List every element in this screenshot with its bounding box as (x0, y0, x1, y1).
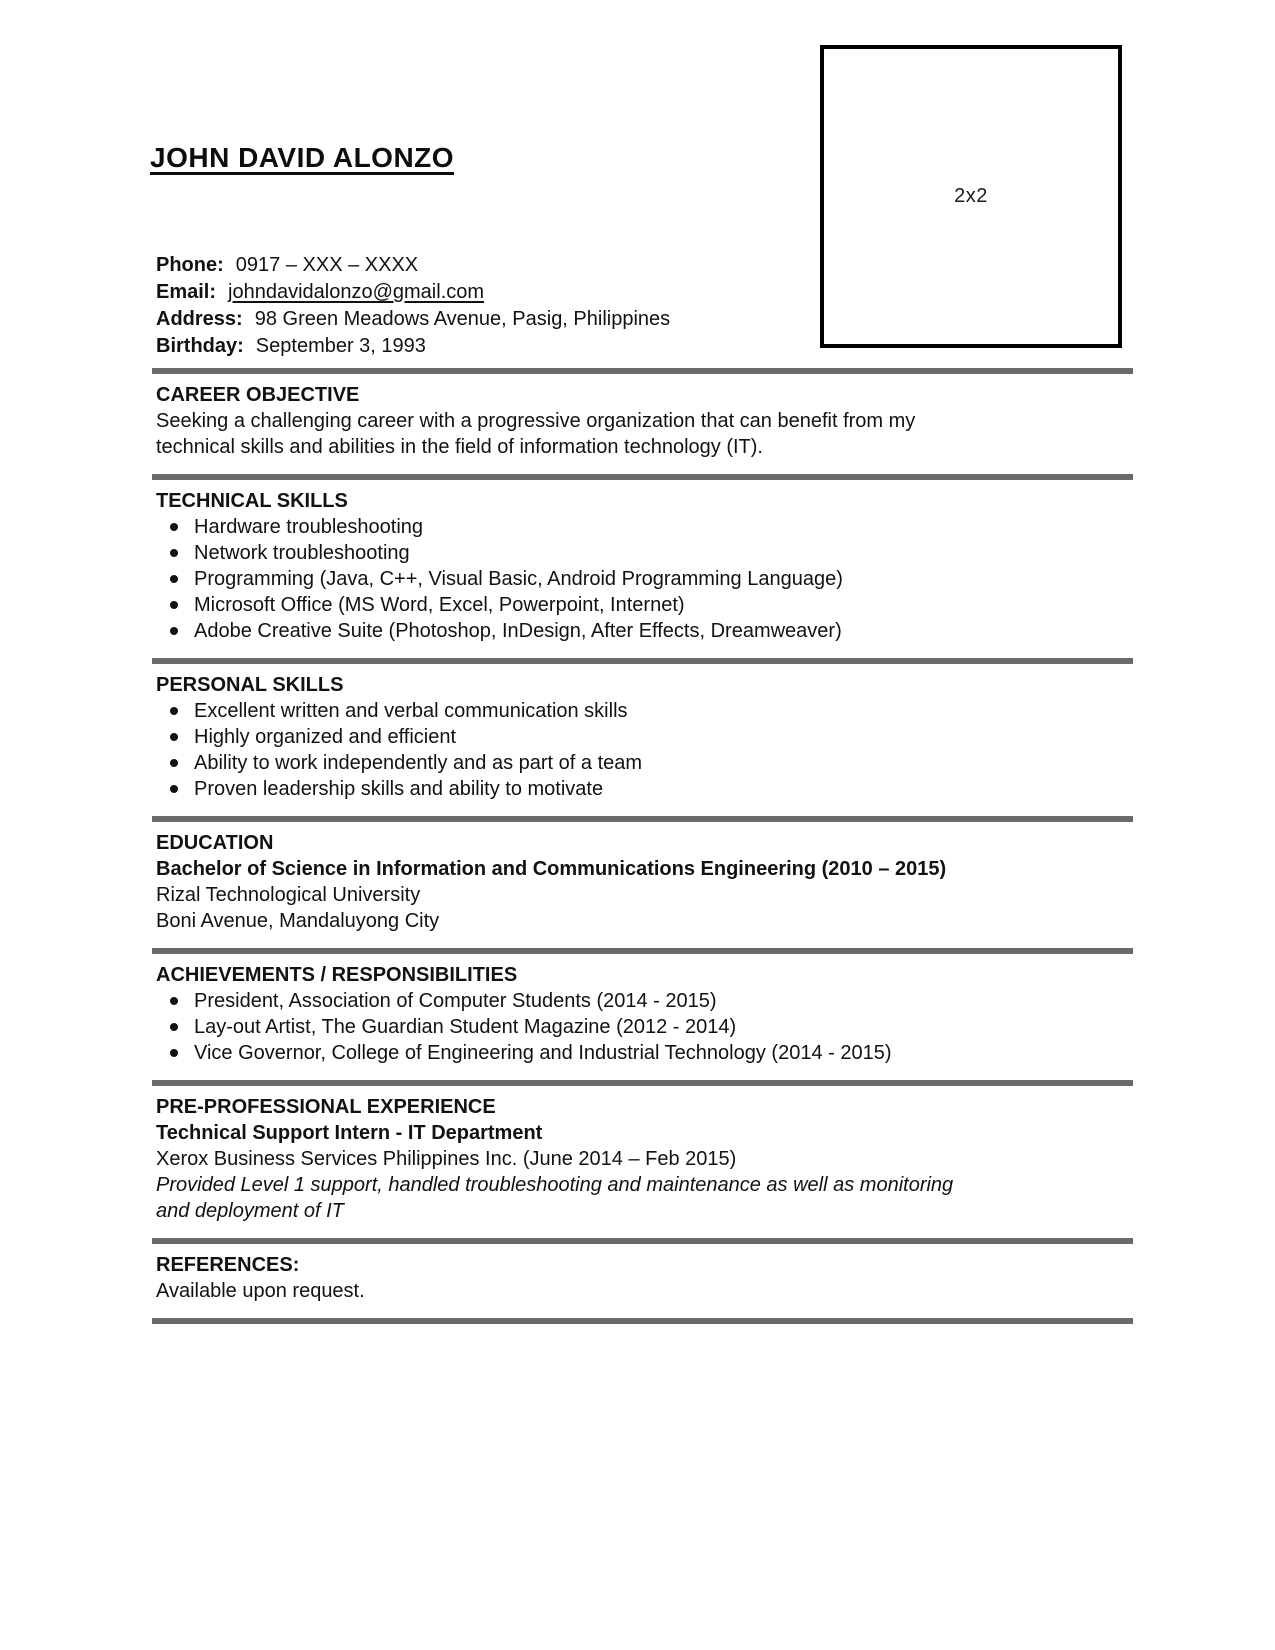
photo-placeholder-label: 2x2 (954, 185, 988, 207)
education-degree: Bachelor of Science in Information and Communications Engineering (2010 – 2015) (156, 858, 947, 880)
birthday-label: Birthday: (156, 335, 244, 357)
list-item-text: Adobe Creative Suite (Photoshop, InDesign, After Effects, Dreamweaver) (194, 620, 842, 642)
section-experience (152, 1094, 1133, 1224)
section-divider (152, 948, 1133, 954)
section-personal-skills (152, 672, 1133, 802)
bullet-icon (170, 549, 178, 557)
references-note: Available upon request. (156, 1280, 365, 1302)
list-item (156, 1014, 1133, 1040)
email-link[interactable]: johndavidalonzo@gmail.com (228, 281, 485, 303)
resume-name-heading: JOHN DAVID ALONZO (150, 142, 455, 173)
contact-phone-line (156, 252, 670, 279)
section-divider (152, 368, 1133, 374)
contact-email-line (156, 279, 670, 306)
photo-placeholder-box (820, 45, 1122, 348)
bullet-icon (170, 733, 178, 741)
list-item-text: Programming (Java, C++, Visual Basic, Android Programming Language) (194, 568, 843, 590)
list-item-text: Ability to work independently and as part of a team (194, 752, 643, 774)
experience-summary-line: Provided Level 1 support, handled troubleshooting and maintenance as well as monitoring (156, 1174, 954, 1196)
list-item-text: Highly organized and efficient (194, 726, 457, 748)
sections-container (152, 368, 1133, 1324)
section-heading: CAREER OBJECTIVE (156, 384, 360, 406)
bullet-icon (170, 601, 178, 609)
list-item-text: President, Association of Computer Students (2014 - 2015) (194, 990, 717, 1012)
list-item-text: Vice Governor, College of Engineering and Industrial Technology (2014 - 2015) (194, 1042, 892, 1064)
section-heading: REFERENCES: (156, 1254, 300, 1276)
list-item (156, 988, 1133, 1014)
experience-company: Xerox Business Services Philippines Inc. (June 2014 – Feb 2015) (156, 1148, 737, 1170)
experience-role: Technical Support Intern - IT Department (156, 1122, 543, 1144)
list-item (156, 592, 1133, 618)
list-item-text: Microsoft Office (MS Word, Excel, Powerpoint, Internet) (194, 594, 685, 616)
list-item-text: Excellent written and verbal communication skills (194, 700, 628, 722)
section-divider (152, 1238, 1133, 1244)
list-item (156, 776, 1133, 802)
section-heading: PRE-PROFESSIONAL EXPERIENCE (156, 1096, 496, 1118)
bullet-icon (170, 1049, 178, 1057)
list-item (156, 514, 1133, 540)
address-value: 98 Green Meadows Avenue, Pasig, Philippines (254, 308, 671, 330)
bullet-icon (170, 1023, 178, 1031)
objective-line: technical skills and abilities in the field of information technology (IT). (156, 436, 763, 458)
list-item-text: Lay-out Artist, The Guardian Student Magazine (2012 - 2014) (194, 1016, 737, 1038)
email-label: Email: (156, 281, 217, 303)
birthday-value: September 3, 1993 (255, 335, 426, 357)
bullet-icon (170, 627, 178, 635)
bullet-icon (170, 575, 178, 583)
list-item-text: Proven leadership skills and ability to motivate (194, 778, 604, 800)
objective-line: Seeking a challenging career with a progressive organization that can benefit from my (156, 410, 916, 432)
section-education (152, 830, 1133, 934)
section-career-objective (152, 382, 1133, 460)
list-item (156, 618, 1133, 644)
bullet-icon (170, 997, 178, 1005)
list-item-text: Network troubleshooting (194, 542, 410, 564)
list-item (156, 566, 1133, 592)
section-heading: TECHNICAL SKILLS (156, 490, 348, 512)
section-divider (152, 474, 1133, 480)
section-divider (152, 816, 1133, 822)
section-technical-skills (152, 488, 1133, 644)
section-divider (152, 1080, 1133, 1086)
bullet-icon (170, 785, 178, 793)
contact-block (156, 252, 670, 360)
phone-label: Phone: (156, 254, 224, 276)
education-school: Rizal Technological University (156, 884, 421, 906)
address-label: Address: (156, 308, 243, 330)
bullet-icon (170, 523, 178, 531)
section-divider (152, 1318, 1133, 1324)
list-item-text: Hardware troubleshooting (194, 516, 424, 538)
section-references (152, 1252, 1133, 1304)
section-achievements (152, 962, 1133, 1066)
experience-summary-line: and deployment of IT (156, 1200, 344, 1222)
section-heading: ACHIEVEMENTS / RESPONSIBILITIES (156, 964, 518, 986)
bullet-icon (170, 707, 178, 715)
section-heading: PERSONAL SKILLS (156, 674, 344, 696)
section-heading: EDUCATION (156, 832, 274, 854)
list-item (156, 1040, 1133, 1066)
contact-address-line (156, 306, 670, 333)
education-location: Boni Avenue, Mandaluyong City (156, 910, 440, 932)
phone-value: 0917 – XXX – XXXX (235, 254, 419, 276)
section-divider (152, 658, 1133, 664)
list-item (156, 750, 1133, 776)
list-item (156, 698, 1133, 724)
list-item (156, 540, 1133, 566)
list-item (156, 724, 1133, 750)
contact-birthday-line (156, 333, 670, 360)
bullet-icon (170, 759, 178, 767)
